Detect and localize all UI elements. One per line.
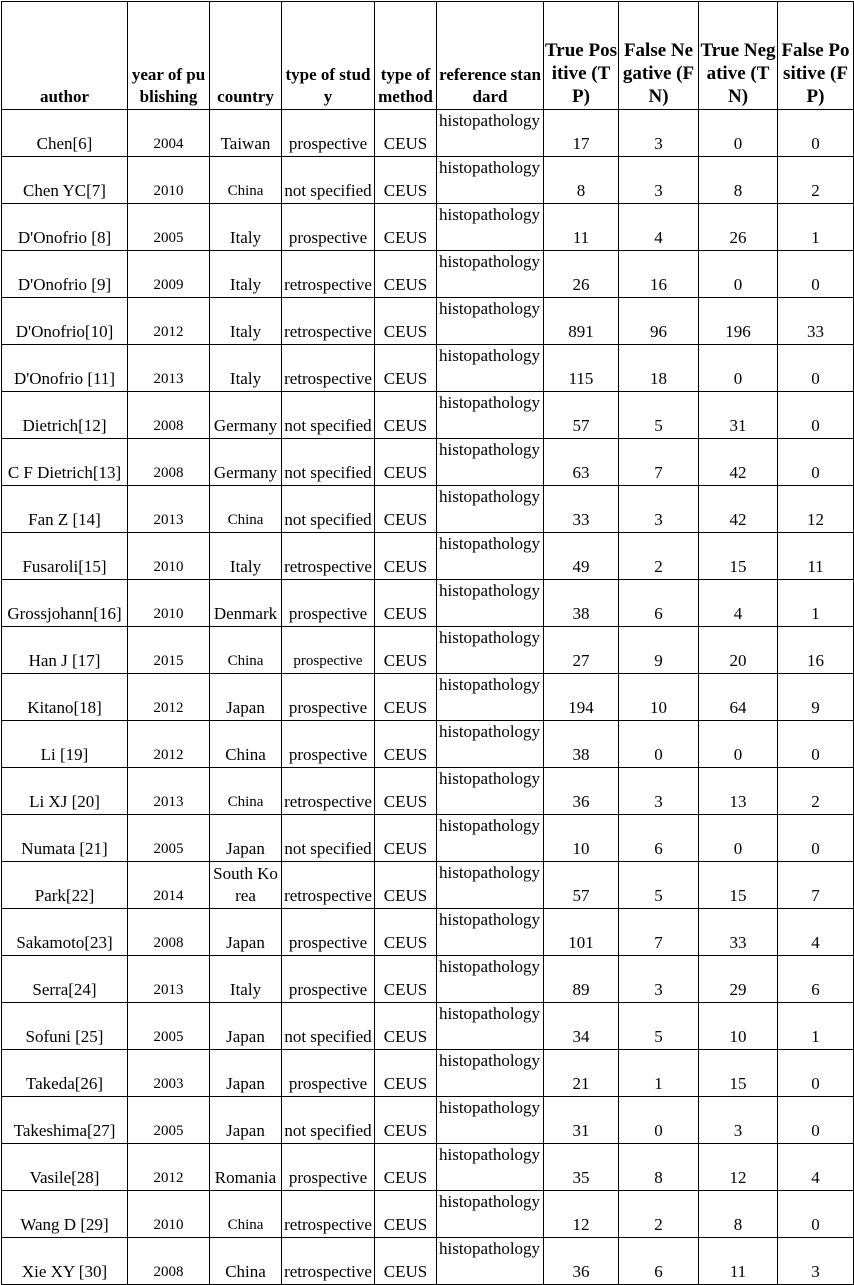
tn-cell: 42: [699, 439, 778, 486]
author-cell: D'Onofrio[10]: [2, 298, 128, 345]
tp-cell: 11: [544, 204, 619, 251]
table-row: [2, 815, 854, 862]
table-row: [2, 439, 854, 486]
fp-cell: 0: [778, 251, 854, 298]
fn-cell: 8: [619, 1144, 699, 1191]
fp-cell: 33: [778, 298, 854, 345]
reference-cell: histopathology: [437, 251, 544, 298]
method-cell: CEUS: [375, 157, 437, 204]
year-cell: 2012: [128, 1144, 210, 1191]
fn-cell: 1: [619, 1050, 699, 1097]
year-cell: 2010: [128, 157, 210, 204]
author-cell: Fan Z [14]: [2, 486, 128, 533]
tn-cell: 15: [699, 1050, 778, 1097]
tn-cell: 0: [699, 721, 778, 768]
fp-cell: 6: [778, 956, 854, 1003]
tp-cell: 101: [544, 909, 619, 956]
author-cell: Fusaroli[15]: [2, 533, 128, 580]
method-cell: CEUS: [375, 1050, 437, 1097]
author-cell: Takeda[26]: [2, 1050, 128, 1097]
fp-cell: 4: [778, 1144, 854, 1191]
study-cell: not specified: [282, 815, 375, 862]
fp-cell: 16: [778, 627, 854, 674]
reference-cell: histopathology: [437, 110, 544, 157]
tn-cell: 42: [699, 486, 778, 533]
method-cell: CEUS: [375, 1097, 437, 1144]
method-cell: CEUS: [375, 110, 437, 157]
reference-cell: histopathology: [437, 486, 544, 533]
table-row: [2, 1050, 854, 1097]
method-cell: CEUS: [375, 721, 437, 768]
year-cell: 2013: [128, 486, 210, 533]
table-row: [2, 862, 854, 909]
tn-cell: 15: [699, 533, 778, 580]
table-row: [2, 486, 854, 533]
fp-cell: 0: [778, 392, 854, 439]
table-row: [2, 1097, 854, 1144]
year-cell: 2014: [128, 862, 210, 909]
year-cell: 2012: [128, 298, 210, 345]
study-cell: prospective: [282, 1050, 375, 1097]
country-cell: Italy: [210, 298, 282, 345]
reference-cell: histopathology: [437, 533, 544, 580]
header-row: [2, 2, 854, 110]
tp-cell: 115: [544, 345, 619, 392]
fn-cell: 0: [619, 721, 699, 768]
method-cell: CEUS: [375, 674, 437, 721]
tn-cell: 26: [699, 204, 778, 251]
reference-cell: histopathology: [437, 627, 544, 674]
country-cell: China: [210, 157, 282, 204]
table-body: [2, 110, 854, 1285]
studies-table: [1, 1, 854, 1285]
study-cell: prospective: [282, 110, 375, 157]
author-cell: Serra[24]: [2, 956, 128, 1003]
method-cell: CEUS: [375, 298, 437, 345]
country-cell: Denmark: [210, 580, 282, 627]
table-row: [2, 533, 854, 580]
fn-cell: 3: [619, 956, 699, 1003]
author-cell: Sakamoto[23]: [2, 909, 128, 956]
country-cell: Taiwan: [210, 110, 282, 157]
method-cell: CEUS: [375, 909, 437, 956]
method-cell: CEUS: [375, 533, 437, 580]
study-cell: retrospective: [282, 298, 375, 345]
author-cell: Li [19]: [2, 721, 128, 768]
study-cell: prospective: [282, 627, 375, 674]
header-author: author: [2, 2, 128, 110]
reference-cell: histopathology: [437, 298, 544, 345]
reference-cell: histopathology: [437, 1097, 544, 1144]
fp-cell: 0: [778, 345, 854, 392]
year-cell: 2010: [128, 580, 210, 627]
table-row: [2, 1191, 854, 1238]
study-cell: prospective: [282, 909, 375, 956]
study-cell: retrospective: [282, 1191, 375, 1238]
author-cell: Chen[6]: [2, 110, 128, 157]
fp-cell: 0: [778, 439, 854, 486]
study-cell: retrospective: [282, 345, 375, 392]
method-cell: CEUS: [375, 392, 437, 439]
tn-cell: 33: [699, 909, 778, 956]
method-cell: CEUS: [375, 1144, 437, 1191]
method-cell: CEUS: [375, 204, 437, 251]
tn-cell: 0: [699, 345, 778, 392]
author-cell: Dietrich[12]: [2, 392, 128, 439]
fp-cell: 7: [778, 862, 854, 909]
year-cell: 2013: [128, 768, 210, 815]
author-cell: Grossjohann[16]: [2, 580, 128, 627]
table-row: [2, 392, 854, 439]
country-cell: Italy: [210, 251, 282, 298]
author-cell: Kitano[18]: [2, 674, 128, 721]
reference-cell: histopathology: [437, 768, 544, 815]
reference-cell: histopathology: [437, 1003, 544, 1050]
country-cell: Romania: [210, 1144, 282, 1191]
reference-cell: histopathology: [437, 721, 544, 768]
fn-cell: 7: [619, 439, 699, 486]
tn-cell: 10: [699, 1003, 778, 1050]
table-row: [2, 627, 854, 674]
year-cell: 2010: [128, 1191, 210, 1238]
reference-cell: histopathology: [437, 862, 544, 909]
tp-cell: 8: [544, 157, 619, 204]
tp-cell: 33: [544, 486, 619, 533]
study-cell: retrospective: [282, 768, 375, 815]
tn-cell: 4: [699, 580, 778, 627]
year-cell: 2013: [128, 956, 210, 1003]
fn-cell: 3: [619, 110, 699, 157]
table-row: [2, 768, 854, 815]
study-cell: prospective: [282, 721, 375, 768]
study-cell: prospective: [282, 204, 375, 251]
country-cell: Japan: [210, 909, 282, 956]
method-cell: CEUS: [375, 439, 437, 486]
author-cell: Xie XY [30]: [2, 1238, 128, 1285]
country-cell: Italy: [210, 956, 282, 1003]
study-cell: retrospective: [282, 251, 375, 298]
study-cell: retrospective: [282, 1238, 375, 1285]
fp-cell: 0: [778, 721, 854, 768]
tp-cell: 57: [544, 862, 619, 909]
method-cell: CEUS: [375, 768, 437, 815]
fp-cell: 0: [778, 110, 854, 157]
tn-cell: 64: [699, 674, 778, 721]
fp-cell: 4: [778, 909, 854, 956]
year-cell: 2012: [128, 721, 210, 768]
fp-cell: 9: [778, 674, 854, 721]
table-row: [2, 674, 854, 721]
table-row: [2, 721, 854, 768]
author-cell: Han J [17]: [2, 627, 128, 674]
fn-cell: 10: [619, 674, 699, 721]
tp-cell: 63: [544, 439, 619, 486]
country-cell: Japan: [210, 815, 282, 862]
reference-cell: histopathology: [437, 909, 544, 956]
country-cell: South Korea: [210, 862, 282, 909]
header-method: type of method: [375, 2, 437, 110]
table-row: [2, 580, 854, 627]
fn-cell: 6: [619, 815, 699, 862]
fn-cell: 5: [619, 392, 699, 439]
author-cell: Numata [21]: [2, 815, 128, 862]
reference-cell: histopathology: [437, 1238, 544, 1285]
tp-cell: 21: [544, 1050, 619, 1097]
fp-cell: 1: [778, 580, 854, 627]
header-country: country: [210, 2, 282, 110]
header-year: year of publishing: [128, 2, 210, 110]
year-cell: 2005: [128, 1003, 210, 1050]
tn-cell: 29: [699, 956, 778, 1003]
year-cell: 2012: [128, 674, 210, 721]
method-cell: CEUS: [375, 345, 437, 392]
fn-cell: 0: [619, 1097, 699, 1144]
year-cell: 2008: [128, 1238, 210, 1285]
fn-cell: 3: [619, 768, 699, 815]
tp-cell: 89: [544, 956, 619, 1003]
method-cell: CEUS: [375, 815, 437, 862]
table-row: [2, 157, 854, 204]
tn-cell: 3: [699, 1097, 778, 1144]
country-cell: Germany: [210, 439, 282, 486]
author-cell: Li XJ [20]: [2, 768, 128, 815]
tn-cell: 15: [699, 862, 778, 909]
tp-cell: 57: [544, 392, 619, 439]
year-cell: 2008: [128, 909, 210, 956]
reference-cell: histopathology: [437, 1050, 544, 1097]
tp-cell: 36: [544, 1238, 619, 1285]
table-row: [2, 1238, 854, 1285]
tp-cell: 26: [544, 251, 619, 298]
year-cell: 2005: [128, 815, 210, 862]
fn-cell: 2: [619, 533, 699, 580]
method-cell: CEUS: [375, 862, 437, 909]
table-row: [2, 110, 854, 157]
study-cell: not specified: [282, 157, 375, 204]
year-cell: 2015: [128, 627, 210, 674]
author-cell: Sofuni [25]: [2, 1003, 128, 1050]
fn-cell: 3: [619, 157, 699, 204]
table-row: [2, 1144, 854, 1191]
reference-cell: histopathology: [437, 674, 544, 721]
tp-cell: 34: [544, 1003, 619, 1050]
fn-cell: 6: [619, 1238, 699, 1285]
author-cell: Park[22]: [2, 862, 128, 909]
table-row: [2, 956, 854, 1003]
tn-cell: 8: [699, 157, 778, 204]
method-cell: CEUS: [375, 627, 437, 674]
reference-cell: histopathology: [437, 580, 544, 627]
country-cell: China: [210, 721, 282, 768]
fp-cell: 0: [778, 1097, 854, 1144]
country-cell: Germany: [210, 392, 282, 439]
fp-cell: 11: [778, 533, 854, 580]
tn-cell: 11: [699, 1238, 778, 1285]
tn-cell: 0: [699, 815, 778, 862]
reference-cell: histopathology: [437, 815, 544, 862]
author-cell: C F Dietrich[13]: [2, 439, 128, 486]
study-cell: not specified: [282, 1003, 375, 1050]
study-cell: not specified: [282, 1097, 375, 1144]
reference-cell: histopathology: [437, 204, 544, 251]
country-cell: Italy: [210, 345, 282, 392]
fn-cell: 5: [619, 862, 699, 909]
author-cell: Takeshima[27]: [2, 1097, 128, 1144]
fp-cell: 12: [778, 486, 854, 533]
country-cell: Italy: [210, 533, 282, 580]
author-cell: D'Onofrio [8]: [2, 204, 128, 251]
method-cell: CEUS: [375, 486, 437, 533]
tn-cell: 8: [699, 1191, 778, 1238]
year-cell: 2004: [128, 110, 210, 157]
fp-cell: 2: [778, 768, 854, 815]
header-fp: False Positive (FP): [778, 2, 854, 110]
tp-cell: 38: [544, 580, 619, 627]
fn-cell: 3: [619, 486, 699, 533]
year-cell: 2008: [128, 392, 210, 439]
fn-cell: 7: [619, 909, 699, 956]
tp-cell: 31: [544, 1097, 619, 1144]
method-cell: CEUS: [375, 956, 437, 1003]
fp-cell: 0: [778, 1191, 854, 1238]
tn-cell: 20: [699, 627, 778, 674]
country-cell: Japan: [210, 1050, 282, 1097]
year-cell: 2003: [128, 1050, 210, 1097]
author-cell: Vasile[28]: [2, 1144, 128, 1191]
year-cell: 2013: [128, 345, 210, 392]
tp-cell: 49: [544, 533, 619, 580]
fp-cell: 0: [778, 815, 854, 862]
method-cell: CEUS: [375, 1238, 437, 1285]
table-row: [2, 909, 854, 956]
table-row: [2, 345, 854, 392]
reference-cell: histopathology: [437, 392, 544, 439]
fp-cell: 3: [778, 1238, 854, 1285]
author-cell: D'Onofrio [9]: [2, 251, 128, 298]
reference-cell: histopathology: [437, 1144, 544, 1191]
year-cell: 2009: [128, 251, 210, 298]
tp-cell: 36: [544, 768, 619, 815]
fn-cell: 4: [619, 204, 699, 251]
method-cell: CEUS: [375, 1003, 437, 1050]
country-cell: Italy: [210, 204, 282, 251]
country-cell: China: [210, 768, 282, 815]
fn-cell: 2: [619, 1191, 699, 1238]
author-cell: Chen YC[7]: [2, 157, 128, 204]
country-cell: China: [210, 627, 282, 674]
tp-cell: 12: [544, 1191, 619, 1238]
reference-cell: histopathology: [437, 1191, 544, 1238]
study-cell: not specified: [282, 439, 375, 486]
table-row: [2, 298, 854, 345]
country-cell: China: [210, 1191, 282, 1238]
country-cell: Japan: [210, 674, 282, 721]
method-cell: CEUS: [375, 580, 437, 627]
study-cell: prospective: [282, 674, 375, 721]
country-cell: China: [210, 1238, 282, 1285]
method-cell: CEUS: [375, 1191, 437, 1238]
tp-cell: 194: [544, 674, 619, 721]
country-cell: Japan: [210, 1097, 282, 1144]
table-row: [2, 251, 854, 298]
tp-cell: 891: [544, 298, 619, 345]
year-cell: 2005: [128, 1097, 210, 1144]
tn-cell: 12: [699, 1144, 778, 1191]
tp-cell: 17: [544, 110, 619, 157]
author-cell: D'Onofrio [11]: [2, 345, 128, 392]
tn-cell: 196: [699, 298, 778, 345]
header-study: type of study: [282, 2, 375, 110]
method-cell: CEUS: [375, 251, 437, 298]
reference-cell: histopathology: [437, 345, 544, 392]
study-cell: retrospective: [282, 862, 375, 909]
tn-cell: 31: [699, 392, 778, 439]
study-cell: prospective: [282, 1144, 375, 1191]
fp-cell: 1: [778, 1003, 854, 1050]
fn-cell: 16: [619, 251, 699, 298]
fp-cell: 2: [778, 157, 854, 204]
year-cell: 2005: [128, 204, 210, 251]
header-tp: True Positive (TP): [544, 2, 619, 110]
reference-cell: histopathology: [437, 439, 544, 486]
tn-cell: 0: [699, 110, 778, 157]
study-cell: retrospective: [282, 533, 375, 580]
study-cell: not specified: [282, 486, 375, 533]
country-cell: Japan: [210, 1003, 282, 1050]
fn-cell: 18: [619, 345, 699, 392]
tp-cell: 10: [544, 815, 619, 862]
table-row: [2, 1003, 854, 1050]
fn-cell: 5: [619, 1003, 699, 1050]
year-cell: 2010: [128, 533, 210, 580]
reference-cell: histopathology: [437, 956, 544, 1003]
study-cell: prospective: [282, 956, 375, 1003]
fp-cell: 0: [778, 1050, 854, 1097]
study-cell: not specified: [282, 392, 375, 439]
tp-cell: 35: [544, 1144, 619, 1191]
author-cell: Wang D [29]: [2, 1191, 128, 1238]
header-fn: False Negative (FN): [619, 2, 699, 110]
reference-cell: histopathology: [437, 157, 544, 204]
fn-cell: 96: [619, 298, 699, 345]
country-cell: China: [210, 486, 282, 533]
tn-cell: 13: [699, 768, 778, 815]
header-tn: True Negative (TN): [699, 2, 778, 110]
tn-cell: 0: [699, 251, 778, 298]
tp-cell: 38: [544, 721, 619, 768]
year-cell: 2008: [128, 439, 210, 486]
study-cell: prospective: [282, 580, 375, 627]
fn-cell: 9: [619, 627, 699, 674]
table-row: [2, 204, 854, 251]
header-reference: reference standard: [437, 2, 544, 110]
tp-cell: 27: [544, 627, 619, 674]
fp-cell: 1: [778, 204, 854, 251]
fn-cell: 6: [619, 580, 699, 627]
